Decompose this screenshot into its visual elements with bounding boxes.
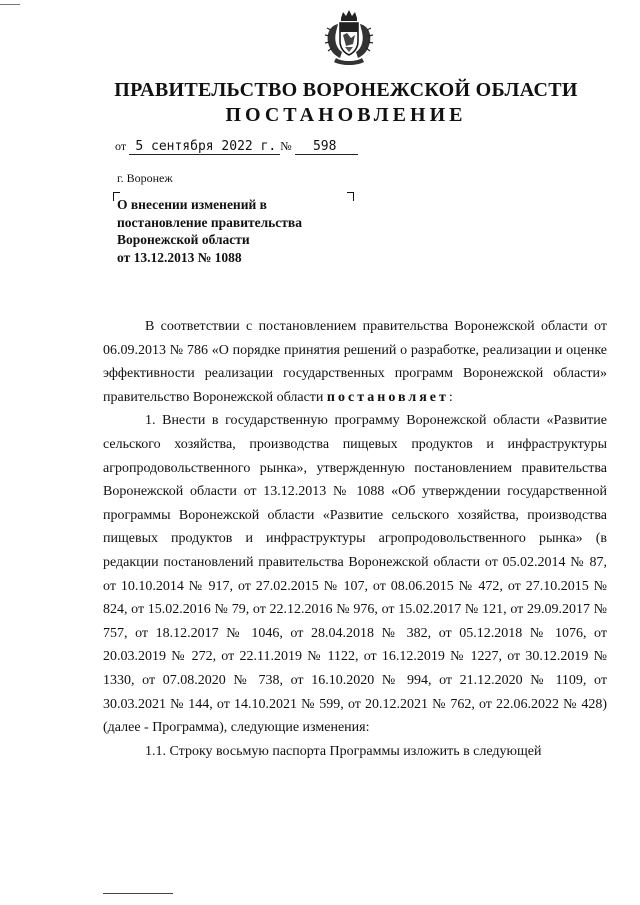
decree-subject <box>117 196 357 266</box>
body-paragraph-1 <box>103 315 607 409</box>
coat-of-arms-icon <box>322 8 376 68</box>
resolves-keyword: постановляет <box>326 389 449 405</box>
subject-line-3: Воронежской области <box>117 232 250 247</box>
footer-rule <box>103 893 173 894</box>
number-prefix: № <box>280 139 292 153</box>
decree-number: 598 <box>295 139 358 155</box>
subject-line-4: от 13.12.2013 № 1088 <box>117 249 242 265</box>
body-paragraph-2: 1. Внести в государственную программу Воронежской области «Развитие сельского хозяйства, производства пищевых продуктов и инфраструктуры агропродовольственного рынка», утвержденную постановлением правительства Воронежской области от 13.12.2013 № 1088 «Об утверждении государственной программы Воронежской области «Развитие сельского хозяйства, производства пищевых продуктов и инфраструктуры агропродовольственного рынка» (в редакции постановлений правительства Воронежской области от 05.02.2014 № 87, от 10.10.2014 № 917, от 27.02.2015 № 107, от 08.06.2015 № 472, от 27.10.2015 № 824, от 15.02.2016 № 79, от 22.12.2016 № 976, от 15.02.2017 № 121, от 29.09.2017 № 757, от 18.12.2017 № 1046, от 28.04.2018 № 382, от 05.12.2018 № 1076, от 20.03.2019 № 272, от 22.11.2019 № 1122, от 16.12.2019 № 1227, от 30.12.2019 № 1330, от 07.08.2020 № 738, от 16.10.2020 № 994, от 21.12.2020 № 1109, от 30.03.2021 № 144, от 14.10.2021 № 599, от 20.12.2021 № 762, от 22.06.2022 № 428) (далее - Программа), следующие изменения: <box>103 413 607 736</box>
subject-line-2: постановление правительства <box>117 214 302 230</box>
decree-title: ПОСТАНОВЛЕНИЕ <box>225 104 467 126</box>
decree-city: г. Воронеж <box>117 171 173 185</box>
body-paragraph-3: 1.1. Строку восьмую паспорта Программы изложить в следующей <box>145 743 542 759</box>
government-title: ПРАВИТЕЛЬСТВО ВОРОНЕЖСКОЙ ОБЛАСТИ <box>114 79 578 101</box>
decree-date: 5 сентября 2022 г. <box>129 139 280 155</box>
scan-corner-mark <box>0 4 20 5</box>
decree-body <box>103 315 607 763</box>
subject-line-1: О внесении изменений в <box>117 197 267 212</box>
paragraph-1-colon: : <box>448 389 453 405</box>
paragraph-1-text: В соответствии с постановлением правительства Воронежской области от 06.09.2013 № 786 «О порядке принятия решений о разработке, реализации и оценке эффективности реализации государственных программ Воронежской области» правительство Воронежской области <box>103 319 607 405</box>
date-prefix: от <box>115 139 127 153</box>
decree-date-row <box>115 138 358 155</box>
